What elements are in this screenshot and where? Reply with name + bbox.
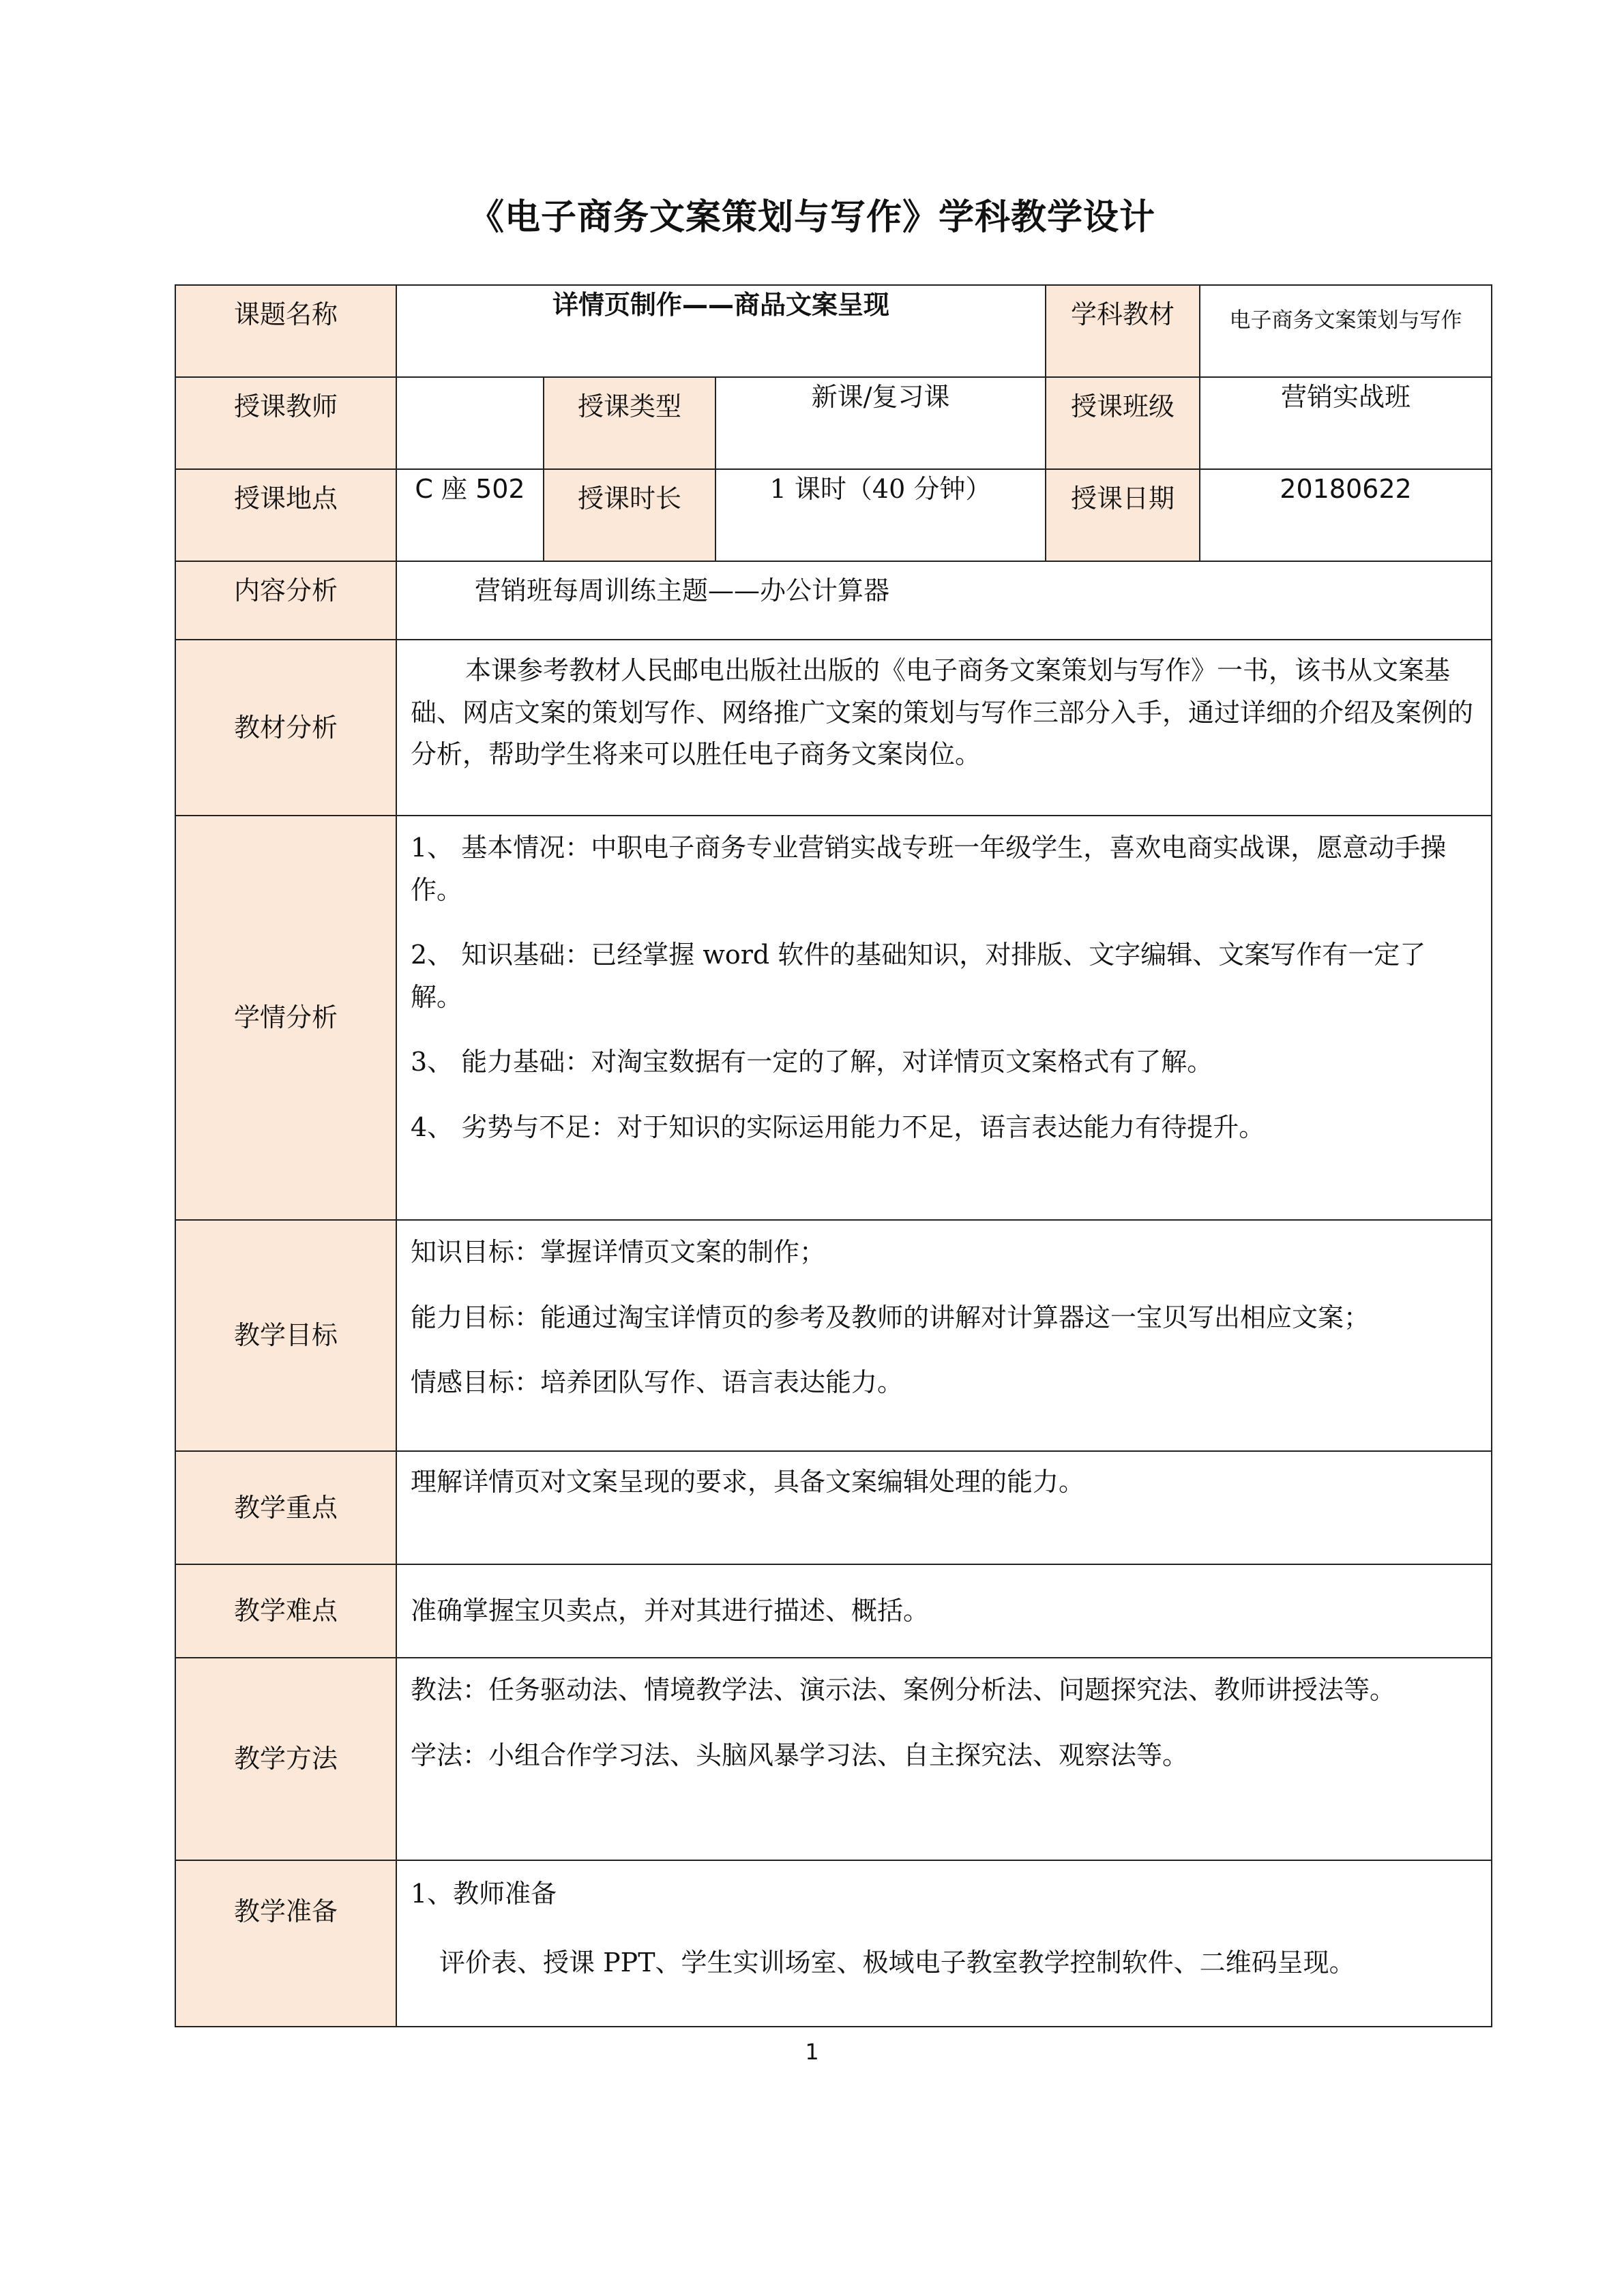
table-row (175, 1658, 1492, 1860)
table-row (175, 1564, 1492, 1658)
type-value: 新课/复习课 (715, 377, 1046, 469)
methods-label: 教学方法 (175, 1658, 396, 1860)
method-teaching: 教法：任务驱动法、情境教学法、演示法、案例分析法、问题探究法、教师讲授法等。 (411, 1675, 1396, 1705)
preparation-text: 评价表、授课 PPT、学生实训场室、极域电子教室教学控制软件、二维码呈现。 (439, 1948, 1355, 1978)
place-label: 授课地点 (175, 469, 396, 561)
table-row (175, 561, 1492, 640)
date-value: 20180622 (1200, 469, 1492, 561)
method-learning: 学法：小组合作学习法、头脑风暴学习法、自主探究法、观察法等。 (411, 1740, 1189, 1770)
difficulties-label: 教学难点 (175, 1564, 396, 1658)
date-label: 授课日期 (1046, 469, 1200, 561)
duration-label: 授课时长 (544, 469, 715, 561)
key-points-label: 教学重点 (175, 1451, 396, 1564)
objective-emotion: 情感目标：培养团队写作、语言表达能力。 (411, 1367, 904, 1398)
table-row (175, 377, 1492, 469)
table-row (175, 1451, 1492, 1564)
topic-label: 课题名称 (175, 285, 396, 377)
lesson-plan-table (175, 284, 1492, 2027)
table-row (175, 1220, 1492, 1451)
table-row (175, 469, 1492, 561)
type-label: 授课类型 (544, 377, 715, 469)
textbook-analysis-text: 本课参考教材人民邮电出版社出版的《电子商务文案策划与写作》一书，该书从文案基础、网店文案的策划写作、网络推广文案的策划与写作三部分入手，通过详细的介绍及案例的分析，帮助学生将来可以胜任电子商务文案岗位。 (411, 655, 1474, 770)
duration-value: 1 课时（40 分钟） (715, 469, 1046, 561)
page-number: 1 (805, 2039, 819, 2065)
student-analysis-item-2: 2、 知识基础：已经掌握 word 软件的基础知识，对排版、文字编辑、文案写作有一定了解。 (411, 940, 1426, 1012)
table-row (175, 1860, 1492, 2027)
table-row (175, 285, 1492, 377)
student-analysis-item-1: 1、 基本情况：中职电子商务专业营销实战专班一年级学生，喜欢电商实战课，愿意动手操作。 (411, 833, 1447, 905)
difficulties-text: 准确掌握宝贝卖点，并对其进行描述、概括。 (411, 1596, 930, 1626)
student-analysis-item-3: 3、 能力基础：对淘宝数据有一定的了解，对详情页文案格式有了解。 (411, 1047, 1213, 1077)
objective-knowledge: 知识目标：掌握详情页文案的制作； (411, 1237, 826, 1267)
key-points-text: 理解详情页对文案呈现的要求，具备文案编辑处理的能力。 (411, 1467, 1085, 1497)
content-analysis-text: 营销班每周训练主题——办公计算器 (475, 576, 890, 606)
textbook-value: 电子商务文案策划与写作 (1200, 285, 1492, 377)
class-label: 授课班级 (1046, 377, 1200, 469)
teacher-value (396, 377, 544, 469)
objective-ability: 能力目标：能通过淘宝详情页的参考及教师的讲解对计算器这一宝贝写出相应文案； (411, 1302, 1370, 1332)
page-title: 《电子商务文案策划与写作》学科教学设计 (468, 197, 1155, 238)
table-row (175, 640, 1492, 816)
textbook-label: 学科教材 (1046, 285, 1200, 377)
place-value: C 座 502 (396, 469, 544, 561)
student-analysis-label: 学情分析 (175, 816, 396, 1220)
class-value: 营销实战班 (1200, 377, 1492, 469)
objectives-label: 教学目标 (175, 1220, 396, 1451)
topic-value: 详情页制作——商品文案呈现 (396, 285, 1046, 377)
preparation-heading: 1、教师准备 (411, 1879, 557, 1909)
content-analysis-label: 内容分析 (175, 561, 396, 640)
student-analysis-item-4: 4、 劣势与不足：对于知识的实际运用能力不足，语言表达能力有待提升。 (411, 1112, 1265, 1142)
table-row (175, 816, 1492, 1220)
textbook-analysis-label: 教材分析 (175, 640, 396, 816)
preparation-label: 教学准备 (175, 1860, 396, 2027)
teacher-label: 授课教师 (175, 377, 396, 469)
